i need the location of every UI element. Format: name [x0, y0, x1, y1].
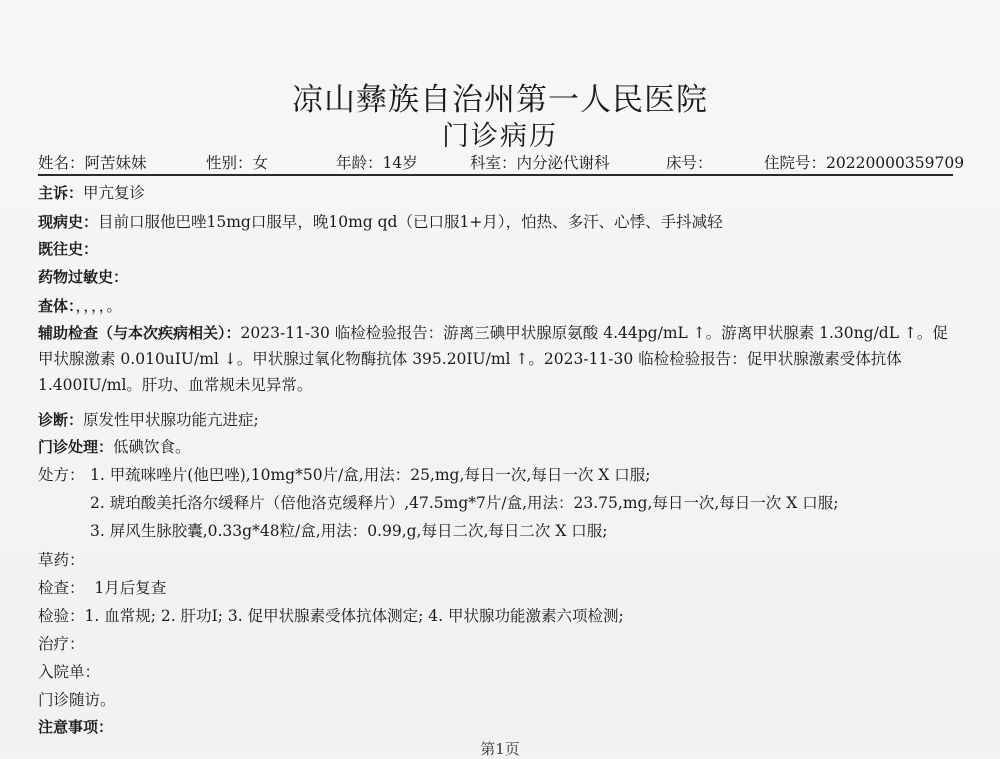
present-illness-label: 现病史：	[38, 213, 99, 231]
patient-inpatient-no: 住院号：20220000359709	[764, 154, 965, 172]
outpatient-treatment	[38, 435, 191, 457]
diagnosis	[38, 408, 259, 430]
herbal	[38, 548, 85, 570]
check-value: 1月后复查	[94, 579, 167, 597]
admission	[38, 660, 100, 682]
patient-info-row	[38, 150, 965, 176]
chief-complaint-value: 甲亢复诊	[83, 184, 146, 202]
therapy-label: 治疗：	[38, 635, 85, 653]
auxiliary-exam	[38, 320, 953, 398]
drug-allergy	[38, 266, 128, 287]
prescription-label: 处方：	[38, 466, 85, 484]
drug-allergy-label: 药物过敏史：	[38, 268, 129, 286]
therapy	[38, 632, 85, 654]
auxiliary-exam-value: 2023-11-30 临检检验报告：游离三碘甲状腺原氨酸 4.44pg/mL ↑。游离甲状腺素 1.30ng/dL ↑。促甲状腺激素 0.010uIU/ml ↓。甲状腺过氧化物酶抗体 395.20IU/ml ↑。2023-11-30 临检检验报告：促甲状腺激素受体抗体 1.400IU/ml。肝功、血常规未见异常。	[38, 324, 948, 394]
chief-complaint	[38, 181, 145, 203]
past-history-label: 既往史：	[38, 240, 99, 258]
check	[38, 576, 166, 598]
notes-label: 注意事项：	[38, 718, 114, 736]
patient-name: 姓名：阿苦妹妹	[38, 154, 147, 172]
patient-department: 科室：内分泌代谢科	[470, 154, 610, 172]
auxiliary-exam-label: 辅助检查（与本次疾病相关）：	[38, 324, 241, 342]
notes	[38, 716, 113, 737]
lab-tests	[38, 604, 624, 626]
diagnosis-label: 诊断：	[38, 411, 84, 429]
document-title: 门诊病历	[442, 121, 558, 152]
herbal-label: 草药：	[38, 551, 85, 569]
outpatient-treatment-value: 低碘饮食。	[113, 438, 191, 456]
present-illness	[38, 210, 723, 232]
prescription-item-1: 1. 甲巯咪唑片(他巴唑),10mg*50片/盒,用法：25,mg,每日一次,每日一次 X 口服;	[90, 466, 651, 484]
patient-age: 年龄：14岁	[336, 154, 418, 172]
patient-gender: 性别：女	[206, 154, 269, 172]
physical-exam-value: ，，，，。	[75, 297, 123, 315]
follow-up: 门诊随访。	[38, 691, 116, 709]
lab-tests-value: 1. 血常规; 2. 肝功I; 3. 促甲状腺素受体抗体测定; 4. 甲状腺功能激素六项检测;	[84, 607, 624, 625]
physical-exam-label: 查体：	[38, 297, 76, 315]
prescription-item-3: 3. 屏风生脉胶囊,0.33g*48粒/盒,用法：0.99,g,每日二次,每日二次 X 口服;	[90, 522, 608, 540]
past-history	[38, 238, 98, 259]
page-footer: 第1页	[480, 740, 520, 758]
diagnosis-value: 原发性甲状腺功能亢进症;	[83, 411, 259, 429]
admission-label: 入院单：	[38, 663, 101, 681]
chief-complaint-label: 主诉：	[38, 184, 84, 202]
lab-tests-label: 检验：	[38, 607, 85, 625]
present-illness-value: 目前口服他巴唑15mg口服早，晚10mg qd（已口服1+月），怕热、多汗、心悸、手抖减轻	[98, 213, 723, 231]
hospital-name: 凉山彝族自治州第一人民医院	[292, 82, 708, 118]
check-label: 检查：	[38, 579, 85, 597]
prescription-item-2: 2. 琥珀酸美托洛尔缓释片（倍他洛克缓释片）,47.5mg*7片/盒,用法：23.75,mg,每日一次,每日一次 X 口服;	[90, 494, 839, 512]
physical-exam	[38, 294, 122, 316]
outpatient-treatment-label: 门诊处理：	[38, 438, 114, 456]
patient-bed: 床号：	[666, 154, 713, 172]
